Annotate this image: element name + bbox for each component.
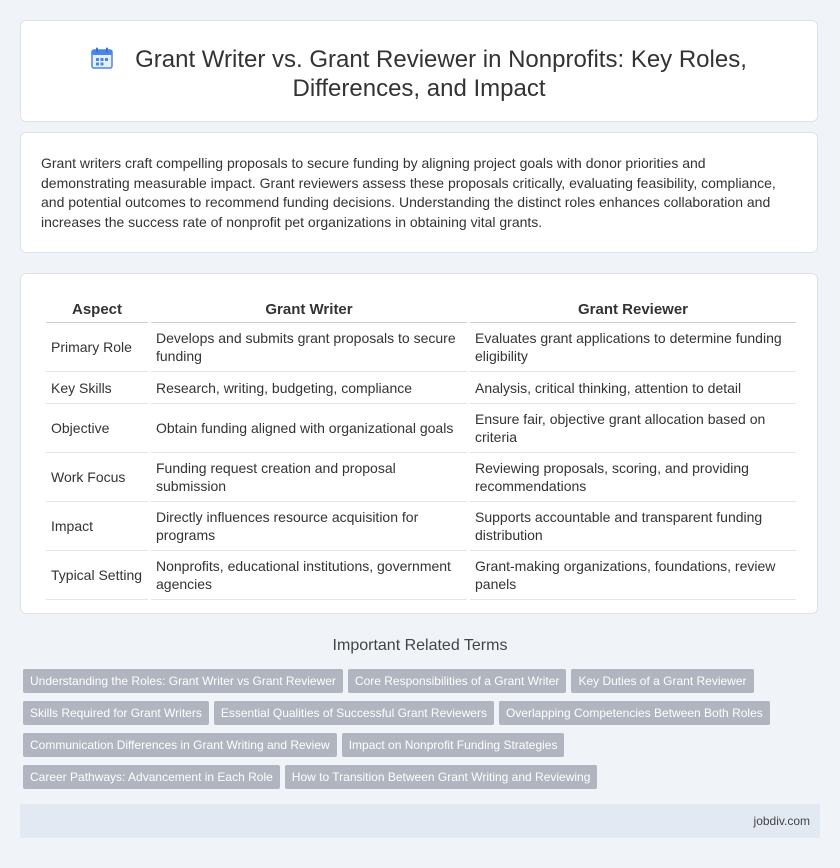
- related-term-tag[interactable]: Impact on Nonprofit Funding Strategies: [342, 733, 565, 757]
- table-header-row: [46, 294, 796, 323]
- related-term-tag[interactable]: How to Transition Between Grant Writing and Reviewing: [285, 765, 598, 789]
- row-grant-reviewer: Ensure fair, objective grant allocation based on criteria: [470, 404, 796, 453]
- row-grant-writer: Research, writing, budgeting, compliance: [151, 372, 467, 404]
- related-term-tag[interactable]: Essential Qualities of Successful Grant Reviewers: [214, 701, 494, 725]
- row-grant-reviewer: Grant-making organizations, foundations, review panels: [470, 551, 796, 600]
- related-terms-title: Important Related Terms: [332, 637, 508, 654]
- intro-paragraph: Grant writers craft compelling proposals to secure funding by aligning project goals with donor priorities and demonstrating measurable impact. Grant reviewers assess these proposals critically, evaluating feasibility, compliance, and potential outcomes to recommend funding decisions. Understanding the distinct roles enhances collaboration and increases the success rate of nonprofit pet organizations in obtaining vital grants.: [41, 155, 776, 230]
- table-row: [46, 453, 796, 502]
- related-term-tag[interactable]: Core Responsibilities of a Grant Writer: [348, 669, 567, 693]
- row-grant-reviewer: Supports accountable and transparent funding distribution: [470, 502, 796, 551]
- row-grant-writer: Develops and submits grant proposals to secure funding: [151, 323, 467, 372]
- row-grant-writer: Funding request creation and proposal submission: [151, 453, 467, 502]
- row-aspect: Objective: [46, 404, 148, 453]
- related-term-tag[interactable]: Key Duties of a Grant Reviewer: [571, 669, 753, 693]
- comparison-card: [20, 273, 818, 614]
- title-line-1: Grant Writer vs. Grant Reviewer in Nonprofits: Key Roles,: [135, 46, 747, 73]
- page-title: [21, 45, 817, 103]
- related-term-tag[interactable]: Communication Differences in Grant Writing and Review: [23, 733, 337, 757]
- row-grant-writer: Obtain funding aligned with organizational goals: [151, 404, 467, 453]
- table-row: [46, 372, 796, 404]
- row-grant-reviewer: Analysis, critical thinking, attention to detail: [470, 372, 796, 404]
- row-grant-writer: Directly influences resource acquisition for programs: [151, 502, 467, 551]
- row-aspect: Key Skills: [46, 372, 148, 404]
- title-card: [20, 20, 818, 122]
- table-row: [46, 404, 796, 453]
- related-term-tag[interactable]: Skills Required for Grant Writers: [23, 701, 209, 725]
- row-aspect: Impact: [46, 502, 148, 551]
- calendar-icon: [91, 47, 113, 69]
- related-term-tag[interactable]: Understanding the Roles: Grant Writer vs Grant Reviewer: [23, 669, 343, 693]
- row-aspect: Primary Role: [46, 323, 148, 372]
- related-terms-list: [23, 669, 803, 797]
- related-term-tag[interactable]: Career Pathways: Advancement in Each Role: [23, 765, 280, 789]
- table-row: [46, 502, 796, 551]
- intro-card: [20, 132, 818, 253]
- comparison-table: [43, 294, 799, 600]
- row-grant-reviewer: Reviewing proposals, scoring, and providing recommendations: [470, 453, 796, 502]
- table-row: [46, 551, 796, 600]
- row-grant-reviewer: Evaluates grant applications to determine funding eligibility: [470, 323, 796, 372]
- footer-site-link[interactable]: jobdiv.com: [753, 814, 810, 828]
- row-aspect: Work Focus: [46, 453, 148, 502]
- related-term-tag[interactable]: Overlapping Competencies Between Both Roles: [499, 701, 770, 725]
- footer: [20, 804, 820, 838]
- row-grant-writer: Nonprofits, educational institutions, government agencies: [151, 551, 467, 600]
- table-row: [46, 323, 796, 372]
- title-line-2: Differences, and Impact: [292, 75, 546, 102]
- header-aspect: Aspect: [46, 294, 148, 323]
- header-grant-reviewer: Grant Reviewer: [470, 294, 796, 323]
- header-grant-writer: Grant Writer: [151, 294, 467, 323]
- row-aspect: Typical Setting: [46, 551, 148, 600]
